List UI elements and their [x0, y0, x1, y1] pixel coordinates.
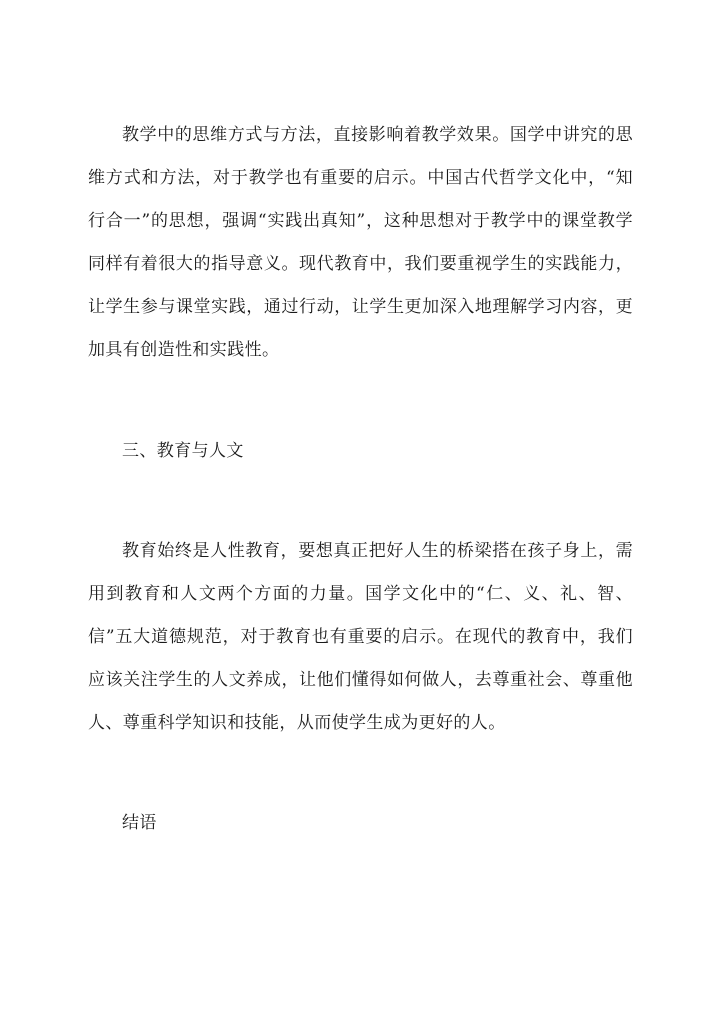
- section-heading-text: 结语: [122, 813, 157, 833]
- section-heading-conclusion: [88, 802, 633, 845]
- body-paragraph-humanistic-education: [88, 530, 633, 745]
- body-paragraph-thinking-methods: [88, 114, 633, 372]
- paragraph-text: 教育始终是人性教育，要想真正把好人生的桥梁搭在孩子身上，需用到教育和人文两个方面的力量。国学文化中的“仁、义、礼、智、信”五大道德规范，对于教育也有重要的启示。在现代的教育中，我们应该关注学生的人文养成，让他们懂得如何做人，去尊重社会、尊重他人、尊重科学知识和技能，从而使学生成为更好的人。: [88, 541, 633, 733]
- section-heading-text: 三、教育与人文: [122, 441, 244, 461]
- section-heading-education-humanities: [88, 430, 633, 473]
- paragraph-text: 教学中的思维方式与方法，直接影响着教学效果。国学中讲究的思维方式和方法，对于教学也有重要的启示。中国古代哲学文化中，“知行合一”的思想，强调“实践出真知”，这种思想对于教学中的课堂教学同样有着很大的指导意义。现代教育中，我们要重视学生的实践能力，让学生参与课堂实践，通过行动，让学生更加深入地理解学习内容，更加具有创造性和实践性。: [88, 125, 633, 360]
